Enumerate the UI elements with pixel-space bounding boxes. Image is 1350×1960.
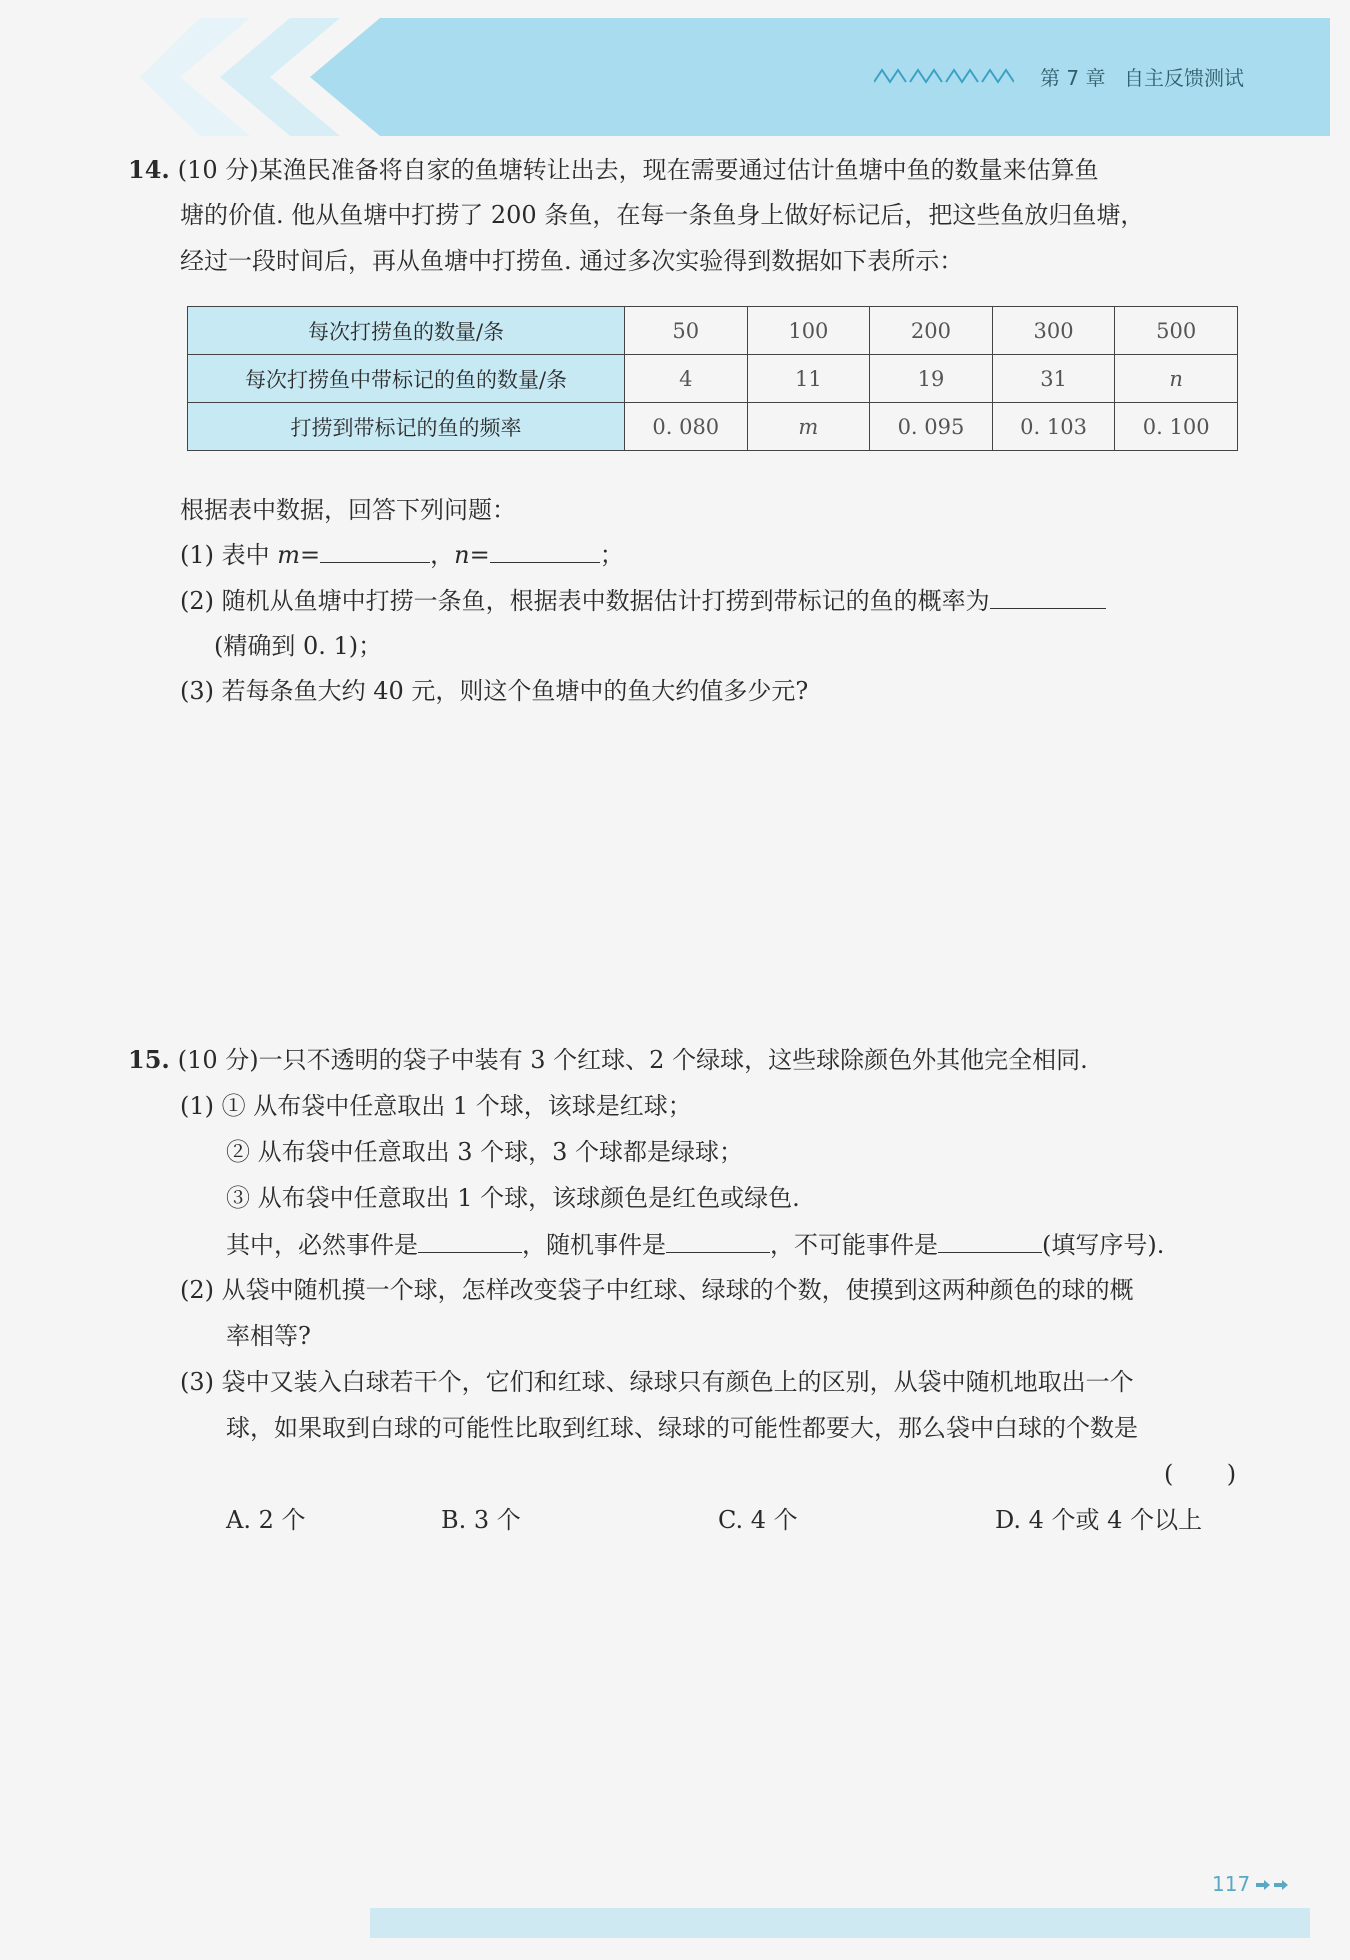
q14-part3: (3) 若每条鱼大约 40 元，则这个鱼塘中的鱼大约值多少元?: [180, 677, 809, 705]
q15-number: 15.: [128, 1045, 170, 1074]
q15-part1-b: ② 从布袋中任意取出 3 个球，3 个球都是绿球；: [226, 1138, 744, 1166]
q15-part1-a: (1) ① 从布袋中任意取出 1 个球，该球是红球；: [180, 1092, 692, 1120]
q14-line1: 14. (10 分)某渔民准备将自家的鱼塘转让出去，现在需要通过估计鱼塘中鱼的数量来估算鱼: [128, 155, 1099, 184]
q14-part2-line2: (精确到 0. 1)；: [214, 632, 383, 660]
page-number: 117: [1212, 1872, 1251, 1896]
answer-blank-probability[interactable]: [990, 584, 1106, 609]
table-cell: 0. 095: [870, 403, 993, 451]
table-cell: 0. 100: [1115, 403, 1238, 451]
triangle-pattern-icon: [874, 66, 1014, 86]
q14-part1: (1) 表中 m= ，n= ；: [180, 538, 624, 571]
q14-prompt: 根据表中数据，回答下列问题：: [180, 496, 516, 524]
table-cell: 100: [747, 307, 870, 355]
answer-blank-n[interactable]: [490, 538, 600, 563]
table-row: [188, 355, 1238, 403]
row-header: 每次打捞鱼中带标记的鱼的数量/条: [188, 355, 625, 403]
section-title: 自主反馈测试: [1124, 66, 1244, 90]
table-row: [188, 403, 1238, 451]
option-c[interactable]: C. 4 个: [718, 1506, 798, 1534]
q15-part1-d: 其中，必然事件是 ，随机事件是 ，不可能事件是 (填写序号).: [226, 1228, 1164, 1261]
table-cell: 31: [992, 355, 1115, 403]
answer-paren[interactable]: ( ): [1164, 1460, 1237, 1488]
q14-line3: 经过一段时间后，再从鱼塘中打捞鱼. 通过多次实验得到数据如下表所示：: [180, 247, 964, 275]
q15-line1: 15. (10 分)一只不透明的袋子中装有 3 个红球、2 个绿球，这些球除颜色外其他完全相同.: [128, 1045, 1088, 1074]
q14-line2: 塘的价值. 他从鱼塘中打捞了 200 条鱼，在每一条鱼身上做好标记后，把这些鱼放归鱼塘，: [180, 201, 1145, 229]
table-cell: 50: [624, 307, 747, 355]
fish-data-table: [187, 306, 1238, 451]
table-cell: 200: [870, 307, 993, 355]
table-cell: 19: [870, 355, 993, 403]
q15-part3-line1: (3) 袋中又装入白球若干个，它们和红球、绿球只有颜色上的区别，从袋中随机地取出一个: [180, 1368, 1134, 1396]
q15-part3-line2: 球，如果取到白球的可能性比取到红球、绿球的可能性都要大，那么袋中白球的个数是: [226, 1414, 1138, 1442]
answer-blank-m[interactable]: [320, 538, 430, 563]
q15-part2-line2: 率相等?: [226, 1322, 311, 1350]
q14-number: 14.: [128, 155, 170, 184]
chapter-label: 第 7 章: [1040, 66, 1106, 90]
q15-part2-line1: (2) 从袋中随机摸一个球，怎样改变袋子中红球、绿球的个数，使摸到这两种颜色的球的概: [180, 1276, 1134, 1304]
table-cell: 11: [747, 355, 870, 403]
table-cell: 4: [624, 355, 747, 403]
table-cell: 500: [1115, 307, 1238, 355]
option-b[interactable]: B. 3 个: [441, 1506, 521, 1534]
table-cell: m: [747, 403, 870, 451]
answer-blank-certain[interactable]: [418, 1228, 522, 1253]
option-a[interactable]: A. 2 个: [226, 1506, 306, 1534]
header-chevron-decoration: [140, 18, 380, 136]
answer-blank-random[interactable]: [666, 1228, 770, 1253]
table-row: [188, 307, 1238, 355]
table-cell: n: [1115, 355, 1238, 403]
table-cell: 0. 080: [624, 403, 747, 451]
row-header: 打捞到带标记的鱼的频率: [188, 403, 625, 451]
double-arrow-icon: [1256, 1878, 1290, 1892]
footer-band: [370, 1908, 1310, 1938]
table-cell: 300: [992, 307, 1115, 355]
q15-part1-c: ③ 从布袋中任意取出 1 个球，该球颜色是红色或绿色.: [226, 1184, 800, 1212]
option-d[interactable]: D. 4 个或 4 个以上: [995, 1506, 1203, 1534]
q14-part2-line1: (2) 随机从鱼塘中打捞一条鱼，根据表中数据估计打捞到带标记的鱼的概率为: [180, 584, 1106, 617]
row-header: 每次打捞鱼的数量/条: [188, 307, 625, 355]
table-cell: 0. 103: [992, 403, 1115, 451]
answer-blank-impossible[interactable]: [938, 1228, 1042, 1253]
